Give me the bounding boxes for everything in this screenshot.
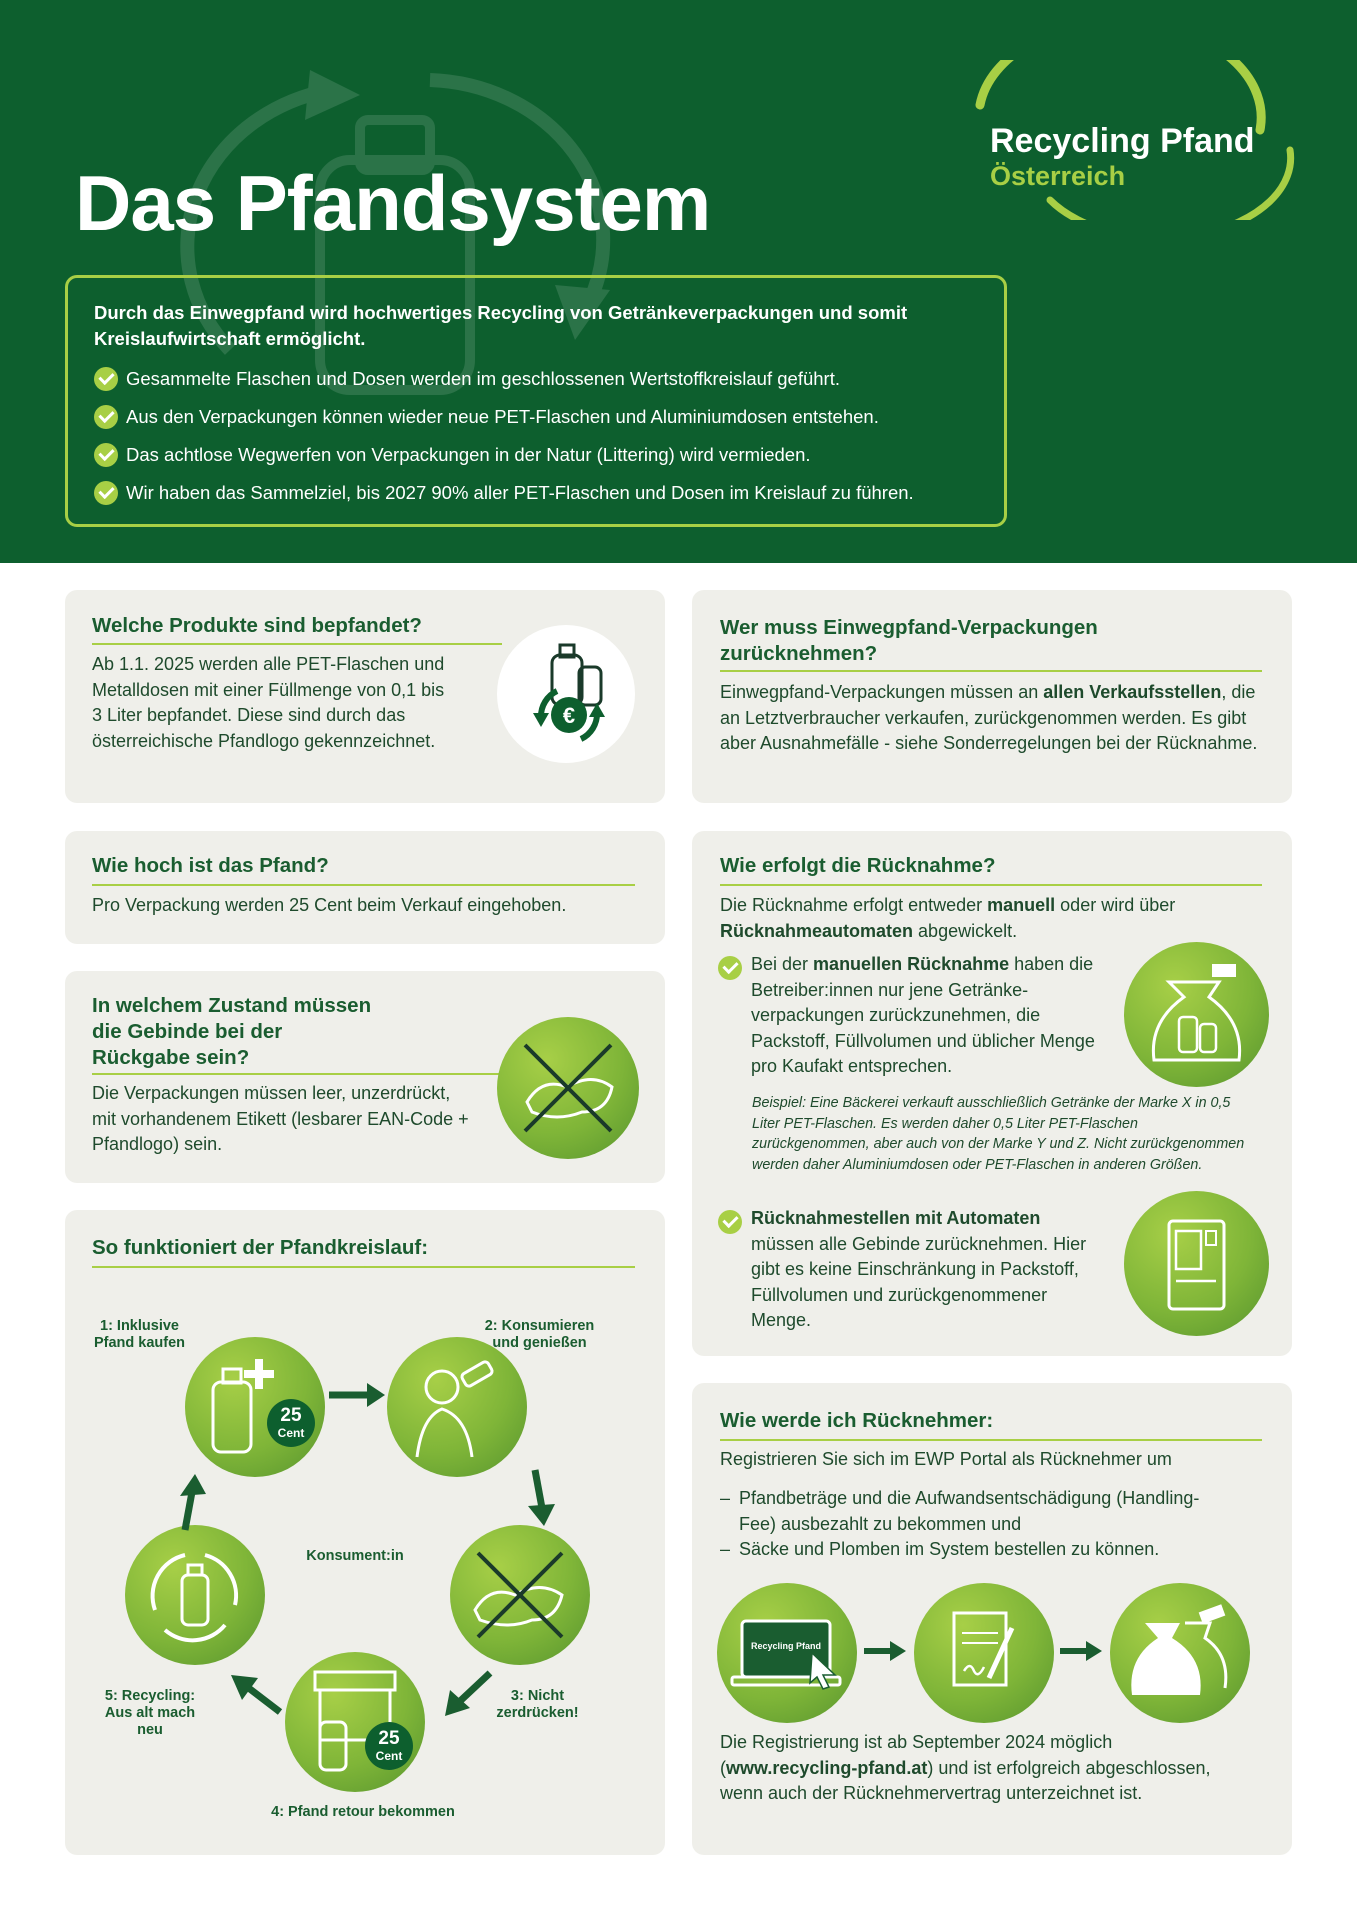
step4-label: 4: Pfand retour bekommen [271, 1804, 455, 1820]
no-crush-icon [497, 1017, 639, 1159]
register-title: Wie werde ich Rücknehmer: [720, 1409, 994, 1432]
cycle-title: So funktioniert der Pfandkreislauf: [92, 1236, 429, 1259]
sack-icon [1124, 942, 1269, 1087]
products-text: Ab 1.1. 2025 werden alle PET-Flaschen und Metalldosen mit einer Füllmenge von 0,1 bis 3 Liter bepfandet. Diese sind durch das österreichische Pfandlogo gekennzeichnet. [92, 654, 445, 751]
register-item: Pfandbeträge und die Aufwandsentschädigung (Handling-Fee) ausbezahlt zu bekommen und [739, 1488, 1200, 1534]
page-title: Das Pfandsystem [75, 159, 711, 247]
check-icon [94, 405, 118, 429]
divider [92, 1266, 635, 1268]
return-title: Wie erfolgt die Rücknahme? [720, 854, 996, 877]
check-icon [718, 1210, 742, 1234]
condition-title: In welchem Zustand müssen die Gebinde bei der Rückgabe sein? [92, 994, 372, 1069]
amount-card [65, 831, 665, 944]
intro-bullet: Das achtlose Wegwerfen von Verpackungen in der Natur (Littering) wird vermieden. [94, 436, 914, 474]
intro-box [65, 275, 1007, 527]
laptop-icon [717, 1583, 857, 1723]
divider [720, 884, 1262, 886]
who-text: Einwegpfand-Verpackungen müssen an allen Verkaufsstellen, die an Letztverbraucher verkaufen, zurückgenommen werden. Es gibt aber Ausnahmefälle - siehe Sonderregelungen bei der Rücknahme. [720, 682, 1258, 753]
bottle-euro-icon [497, 625, 635, 763]
who-title: Wer muss Einwegpfand-Verpackungen zurücknehmen? [720, 616, 1098, 665]
contract-icon [914, 1583, 1054, 1723]
intro-lead: Durch das Einwegpfand wird hochwertiges Recycling von Getränkeverpackungen und somit Kreislaufwirtschaft ermöglicht. [94, 302, 908, 349]
return-card [692, 831, 1292, 1356]
arrow-right-icon [1058, 1638, 1103, 1664]
condition-card [65, 971, 665, 1183]
recycle-step-icon [125, 1525, 265, 1665]
condition-text: Die Verpackungen müssen leer, unzerdrückt, mit vorhandenem Etikett (lesbarer EAN-Code + Pfandlogo) sein. [92, 1083, 469, 1154]
who-card [692, 590, 1292, 803]
check-icon [718, 956, 742, 980]
divider [720, 670, 1262, 672]
logo-line1: Recycling Pfand [990, 122, 1255, 160]
price-badge: 25 Cent [267, 1399, 315, 1447]
intro-bullet: Gesammelte Flaschen und Dosen werden im geschlossenen Wertstoffkreislauf geführt. [94, 360, 914, 398]
svg-text:€: € [562, 703, 576, 728]
divider [720, 1439, 1262, 1441]
register-outro: Die Registrierung ist ab September 2024 möglich (www.recycling-pfand.at) und ist erfolgreich abgeschlossen, wenn auch der Rücknehmervertrag unterzeichnet ist. [720, 1732, 1211, 1803]
divider [92, 884, 635, 886]
recycling-pfand-logo [960, 60, 1300, 220]
no-crush-step-icon [450, 1525, 590, 1665]
price-badge: 25 Cent [365, 1722, 413, 1770]
arrow-right-icon [862, 1638, 907, 1664]
step5-label: 5: Recycling: Aus alt mach neu [104, 1688, 196, 1738]
refund-step-icon [285, 1652, 425, 1792]
divider [92, 1073, 502, 1075]
intro-bullet: Aus den Verpackungen können wieder neue PET-Flaschen und Aluminiumdosen entstehen. [94, 398, 914, 436]
arrow-right-icon [327, 1380, 387, 1410]
center-label: Konsument:in [306, 1548, 404, 1564]
check-icon [94, 481, 118, 505]
sacks-icon [1110, 1583, 1250, 1723]
register-item-dash: – [720, 1488, 731, 1508]
register-item-dash: – [720, 1539, 731, 1559]
products-title: Welche Produkte sind bepfandet? [92, 614, 422, 637]
svg-text:Recycling Pfand: Recycling Pfand [750, 1641, 822, 1651]
intro-bullet-list [94, 360, 914, 512]
register-intro: Registrieren Sie sich im EWP Portal als Rücknehmer um [720, 1449, 1172, 1469]
register-item: Säcke und Plomben im System bestellen zu können. [739, 1539, 1160, 1559]
step2-label: 2: Konsumieren und genießen [484, 1318, 595, 1351]
header [0, 0, 1357, 563]
manual-text: Bei der manuellen Rücknahme haben die Betreiber:innen nur jene Getränke-verpackungen zurückzunehmen, die Packstoff, Füllvolumen und üblicher Menge pro Kaufakt entsprechen. [751, 954, 1095, 1076]
arrow-up-icon [170, 1472, 210, 1532]
step3-label: 3: Nicht zerdrücken! [496, 1688, 579, 1721]
amount-title: Wie hoch ist das Pfand? [92, 854, 329, 877]
products-card [65, 590, 665, 803]
return-intro: Die Rücknahme erfolgt entweder manuell oder wird über Rücknahmeautomaten abgewickelt. [720, 895, 1176, 941]
vending-machine-icon [1124, 1191, 1269, 1336]
arrow-down-icon [520, 1468, 560, 1528]
register-card [692, 1383, 1292, 1855]
cycle-card [65, 1210, 665, 1855]
logo-line2: Österreich [990, 161, 1126, 191]
divider [92, 643, 502, 645]
step1-label: 1: Inklusive Pfand kaufen [93, 1318, 186, 1351]
check-icon [94, 443, 118, 467]
check-icon [94, 367, 118, 391]
drink-step-icon [387, 1337, 527, 1477]
arrow-down-left-icon [440, 1668, 495, 1718]
buy-step-icon [185, 1337, 325, 1477]
automat-text: Rücknahmestellen mit Automaten müssen alle Gebinde zurücknehmen. Hier gibt es keine Einschränkung in Packstoff, Füllvolumen und zurückgenommener Menge. [751, 1208, 1087, 1330]
amount-text: Pro Verpackung werden 25 Cent beim Verkauf eingehoben. [92, 895, 567, 915]
arrow-up-left-icon [228, 1672, 283, 1717]
example-text: Beispiel: Eine Bäckerei verkauft ausschließlich Getränke der Marke X in 0,5 Liter PET-Flaschen. Es werden daher 0,5 Liter PET-Flaschen zurückgenommen, aber auch von der Marke Y und Z. Nicht zurückgenommen werden daher Aluminiumdosen oder PET-Flaschen in anderen Größen. [752, 1095, 1245, 1173]
intro-bullet: Wir haben das Sammelziel, bis 2027 90% aller PET-Flaschen und Dosen im Kreislauf zu führen. [94, 474, 914, 512]
